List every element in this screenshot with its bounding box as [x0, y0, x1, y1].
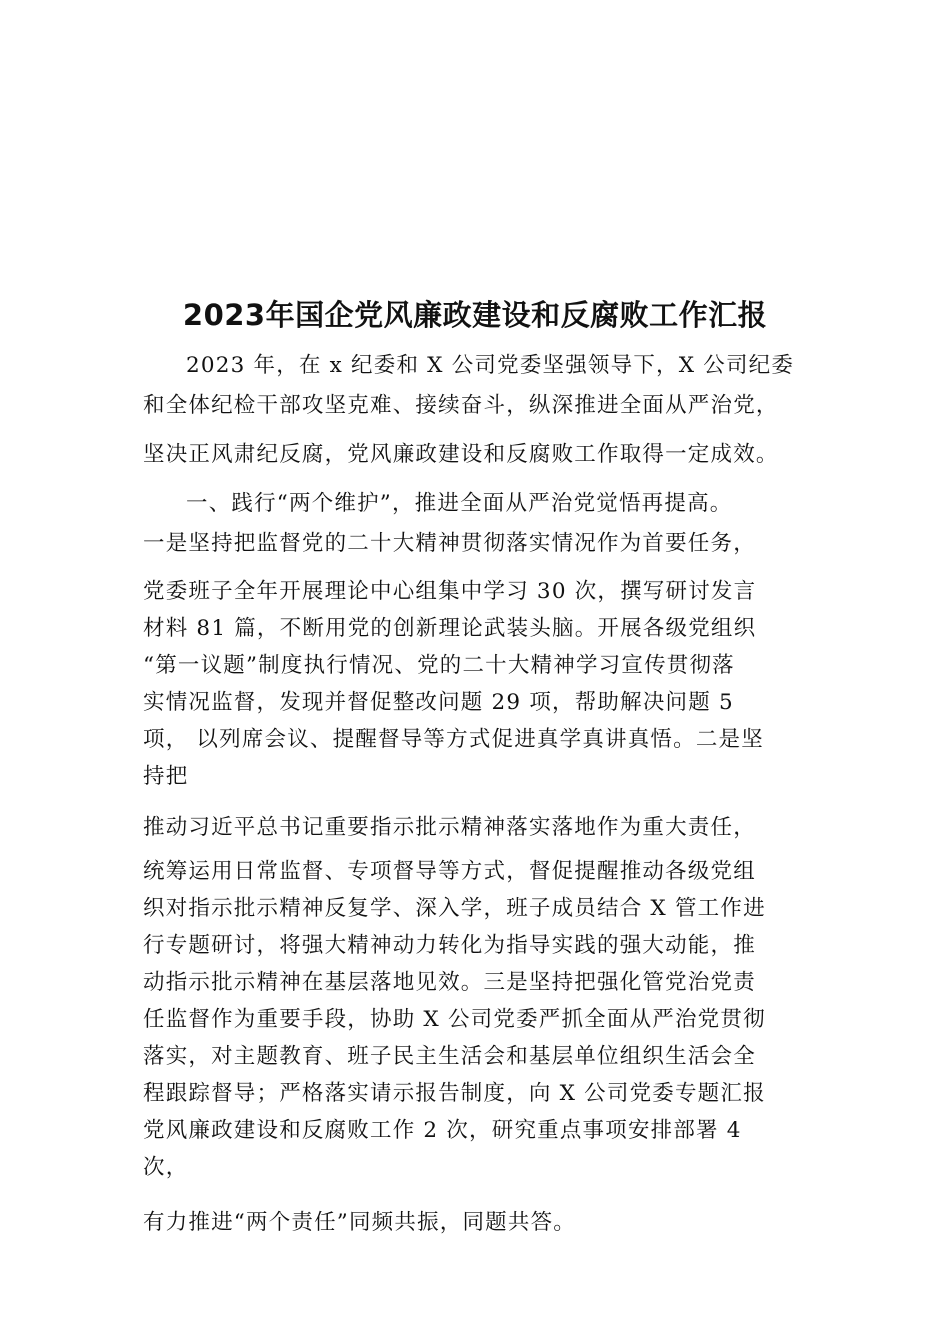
text-line: 持把	[143, 764, 189, 789]
text-line: 次，	[143, 1155, 189, 1180]
text-line: 行专题研讨，将强大精神动力转化为指导实践的强大动能，推	[143, 933, 756, 958]
text-line: 和全体纪检干部攻坚克难、接续奋斗，纵深推进全面从严治党，	[143, 393, 779, 418]
text-line: 任监督作为重要手段，协助 X 公司党委严抓全面从严治党贯彻	[143, 1007, 766, 1032]
text-line: 项， 以列席会议、提醒督导等方式促进真学真讲真悟。二是坚	[143, 727, 764, 752]
text-line: 材料 81 篇，不断用党的创新理论武装头脑。开展各级党组织	[143, 616, 757, 641]
text-line: 党委班子全年开展理论中心组集中学习 30 次，撰写研讨发言	[143, 579, 757, 604]
text-line: 落实，对主题教育、班子民主生活会和基层单位组织生活会全	[143, 1044, 756, 1069]
text-line: 党风廉政建设和反腐败工作 2 次，研究重点事项安排部署 4	[143, 1118, 742, 1143]
text-line: “第一议题”制度执行情况、党的二十大精神学习宣传贯彻落	[143, 653, 735, 678]
text-line: 有力推进“两个责任”同频共振，同题共答。	[143, 1210, 576, 1235]
text-line: 程跟踪督导；严格落实请示报告制度，向 X 公司党委专题汇报	[143, 1081, 766, 1106]
section-heading: 一、践行“两个维护”，推进全面从严治党觉悟再提高。	[186, 491, 733, 516]
text-line: 坚决正风肃纪反腐，党风廉政建设和反腐败工作取得一定成效。	[143, 442, 779, 467]
text-line: 2023 年，在 x 纪委和 X 公司党委坚强领导下，X 公司纪委	[186, 353, 795, 378]
document-title: 2023年国企党风廉政建设和反腐败工作汇报	[182, 298, 768, 332]
text-line: 一是坚持把监督党的二十大精神贯彻落实情况作为首要任务，	[143, 531, 756, 556]
text-line: 推动习近平总书记重要指示批示精神落实落地作为重大责任，	[143, 815, 756, 840]
text-line: 织对指示批示精神反复学、深入学，班子成员结合 X 管工作进	[143, 896, 766, 921]
text-line: 统筹运用日常监督、专项督导等方式，督促提醒推动各级党组	[143, 859, 756, 884]
text-line: 实情况监督，发现并督促整改问题 29 项，帮助解决问题 5	[143, 690, 734, 715]
text-line: 动指示批示精神在基层落地见效。三是坚持把强化管党治党责	[143, 970, 756, 995]
